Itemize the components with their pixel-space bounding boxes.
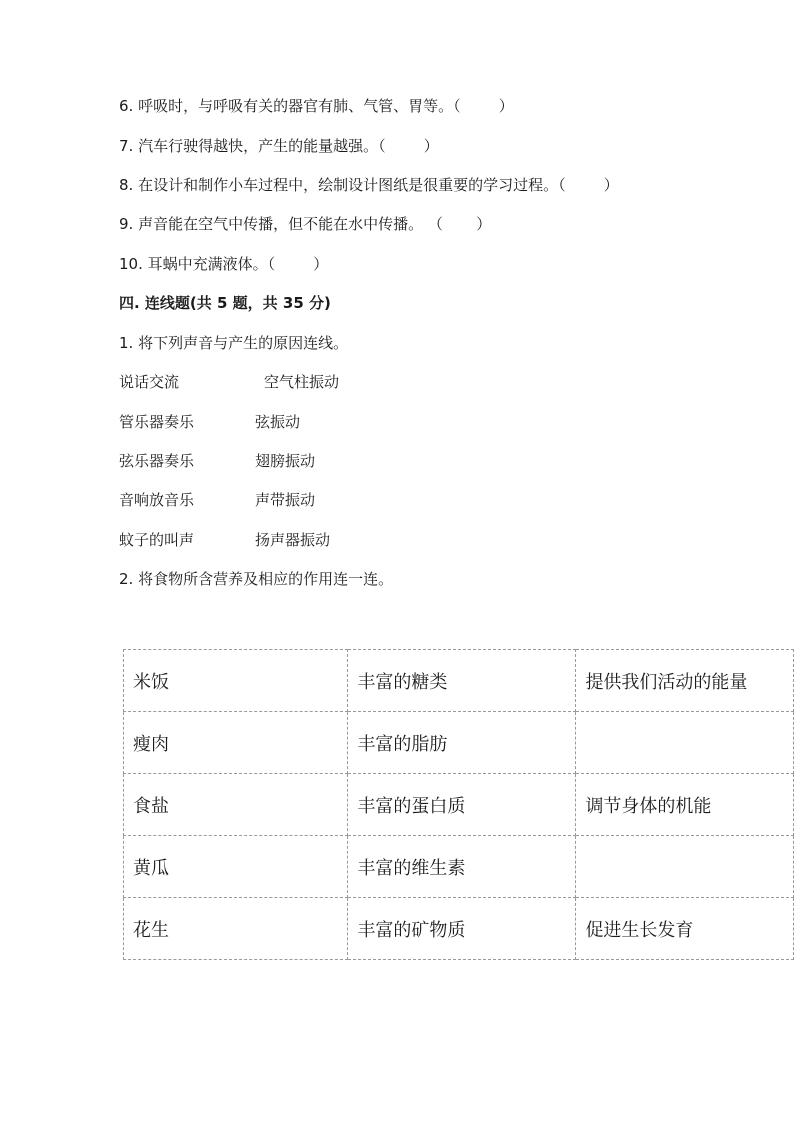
match1-left-item: 蚊子的叫声 bbox=[119, 531, 195, 549]
question-9: 9. 声音能在空气中传播，但不能在水中传播。 （ ） bbox=[119, 215, 492, 233]
table-row bbox=[124, 712, 794, 774]
question-6: 6. 呼吸时，与呼吸有关的器官有肺、气管、胃等。（ ） bbox=[119, 97, 514, 115]
function-cell: 调节身体的机能 bbox=[576, 774, 794, 836]
match1-left-item: 说话交流 bbox=[119, 373, 180, 391]
nutrition-match-table bbox=[123, 649, 794, 960]
match1-left-item: 管乐器奏乐 bbox=[119, 413, 195, 431]
function-cell bbox=[576, 712, 794, 774]
match1-left-item: 音响放音乐 bbox=[119, 491, 195, 509]
match1-right-item: 扬声器振动 bbox=[255, 531, 331, 549]
question-8: 8. 在设计和制作小车过程中，绘制设计图纸是很重要的学习过程。（ ） bbox=[119, 176, 619, 194]
food-cell: 黄瓜 bbox=[124, 836, 348, 898]
function-cell bbox=[576, 836, 794, 898]
match1-right-item: 空气柱振动 bbox=[264, 373, 340, 391]
nutrient-cell: 丰富的维生素 bbox=[348, 836, 576, 898]
table-row bbox=[124, 650, 794, 712]
section-title: 四. 连线题(共 5 题，共 35 分) bbox=[119, 294, 331, 312]
nutrient-cell: 丰富的脂肪 bbox=[348, 712, 576, 774]
match1-right-item: 声带振动 bbox=[255, 491, 316, 509]
match1-prompt: 1. 将下列声音与产生的原因连线。 bbox=[119, 334, 349, 352]
food-cell: 花生 bbox=[124, 898, 348, 960]
table-row bbox=[124, 898, 794, 960]
question-7: 7. 汽车行驶得越快，产生的能量越强。（ ） bbox=[119, 137, 439, 155]
question-10: 10. 耳蜗中充满液体。（ ） bbox=[119, 255, 329, 273]
function-cell: 促进生长发育 bbox=[576, 898, 794, 960]
match1-right-item: 翅膀振动 bbox=[255, 452, 316, 470]
food-cell: 瘦肉 bbox=[124, 712, 348, 774]
table-row bbox=[124, 836, 794, 898]
nutrient-cell: 丰富的蛋白质 bbox=[348, 774, 576, 836]
function-cell: 提供我们活动的能量 bbox=[576, 650, 794, 712]
match2-prompt: 2. 将食物所含营养及相应的作用连一连。 bbox=[119, 570, 394, 588]
nutrient-cell: 丰富的矿物质 bbox=[348, 898, 576, 960]
match1-left-item: 弦乐器奏乐 bbox=[119, 452, 195, 470]
table-row bbox=[124, 774, 794, 836]
match1-right-item: 弦振动 bbox=[255, 413, 301, 431]
food-cell: 米饭 bbox=[124, 650, 348, 712]
nutrient-cell: 丰富的糖类 bbox=[348, 650, 576, 712]
food-cell: 食盐 bbox=[124, 774, 348, 836]
